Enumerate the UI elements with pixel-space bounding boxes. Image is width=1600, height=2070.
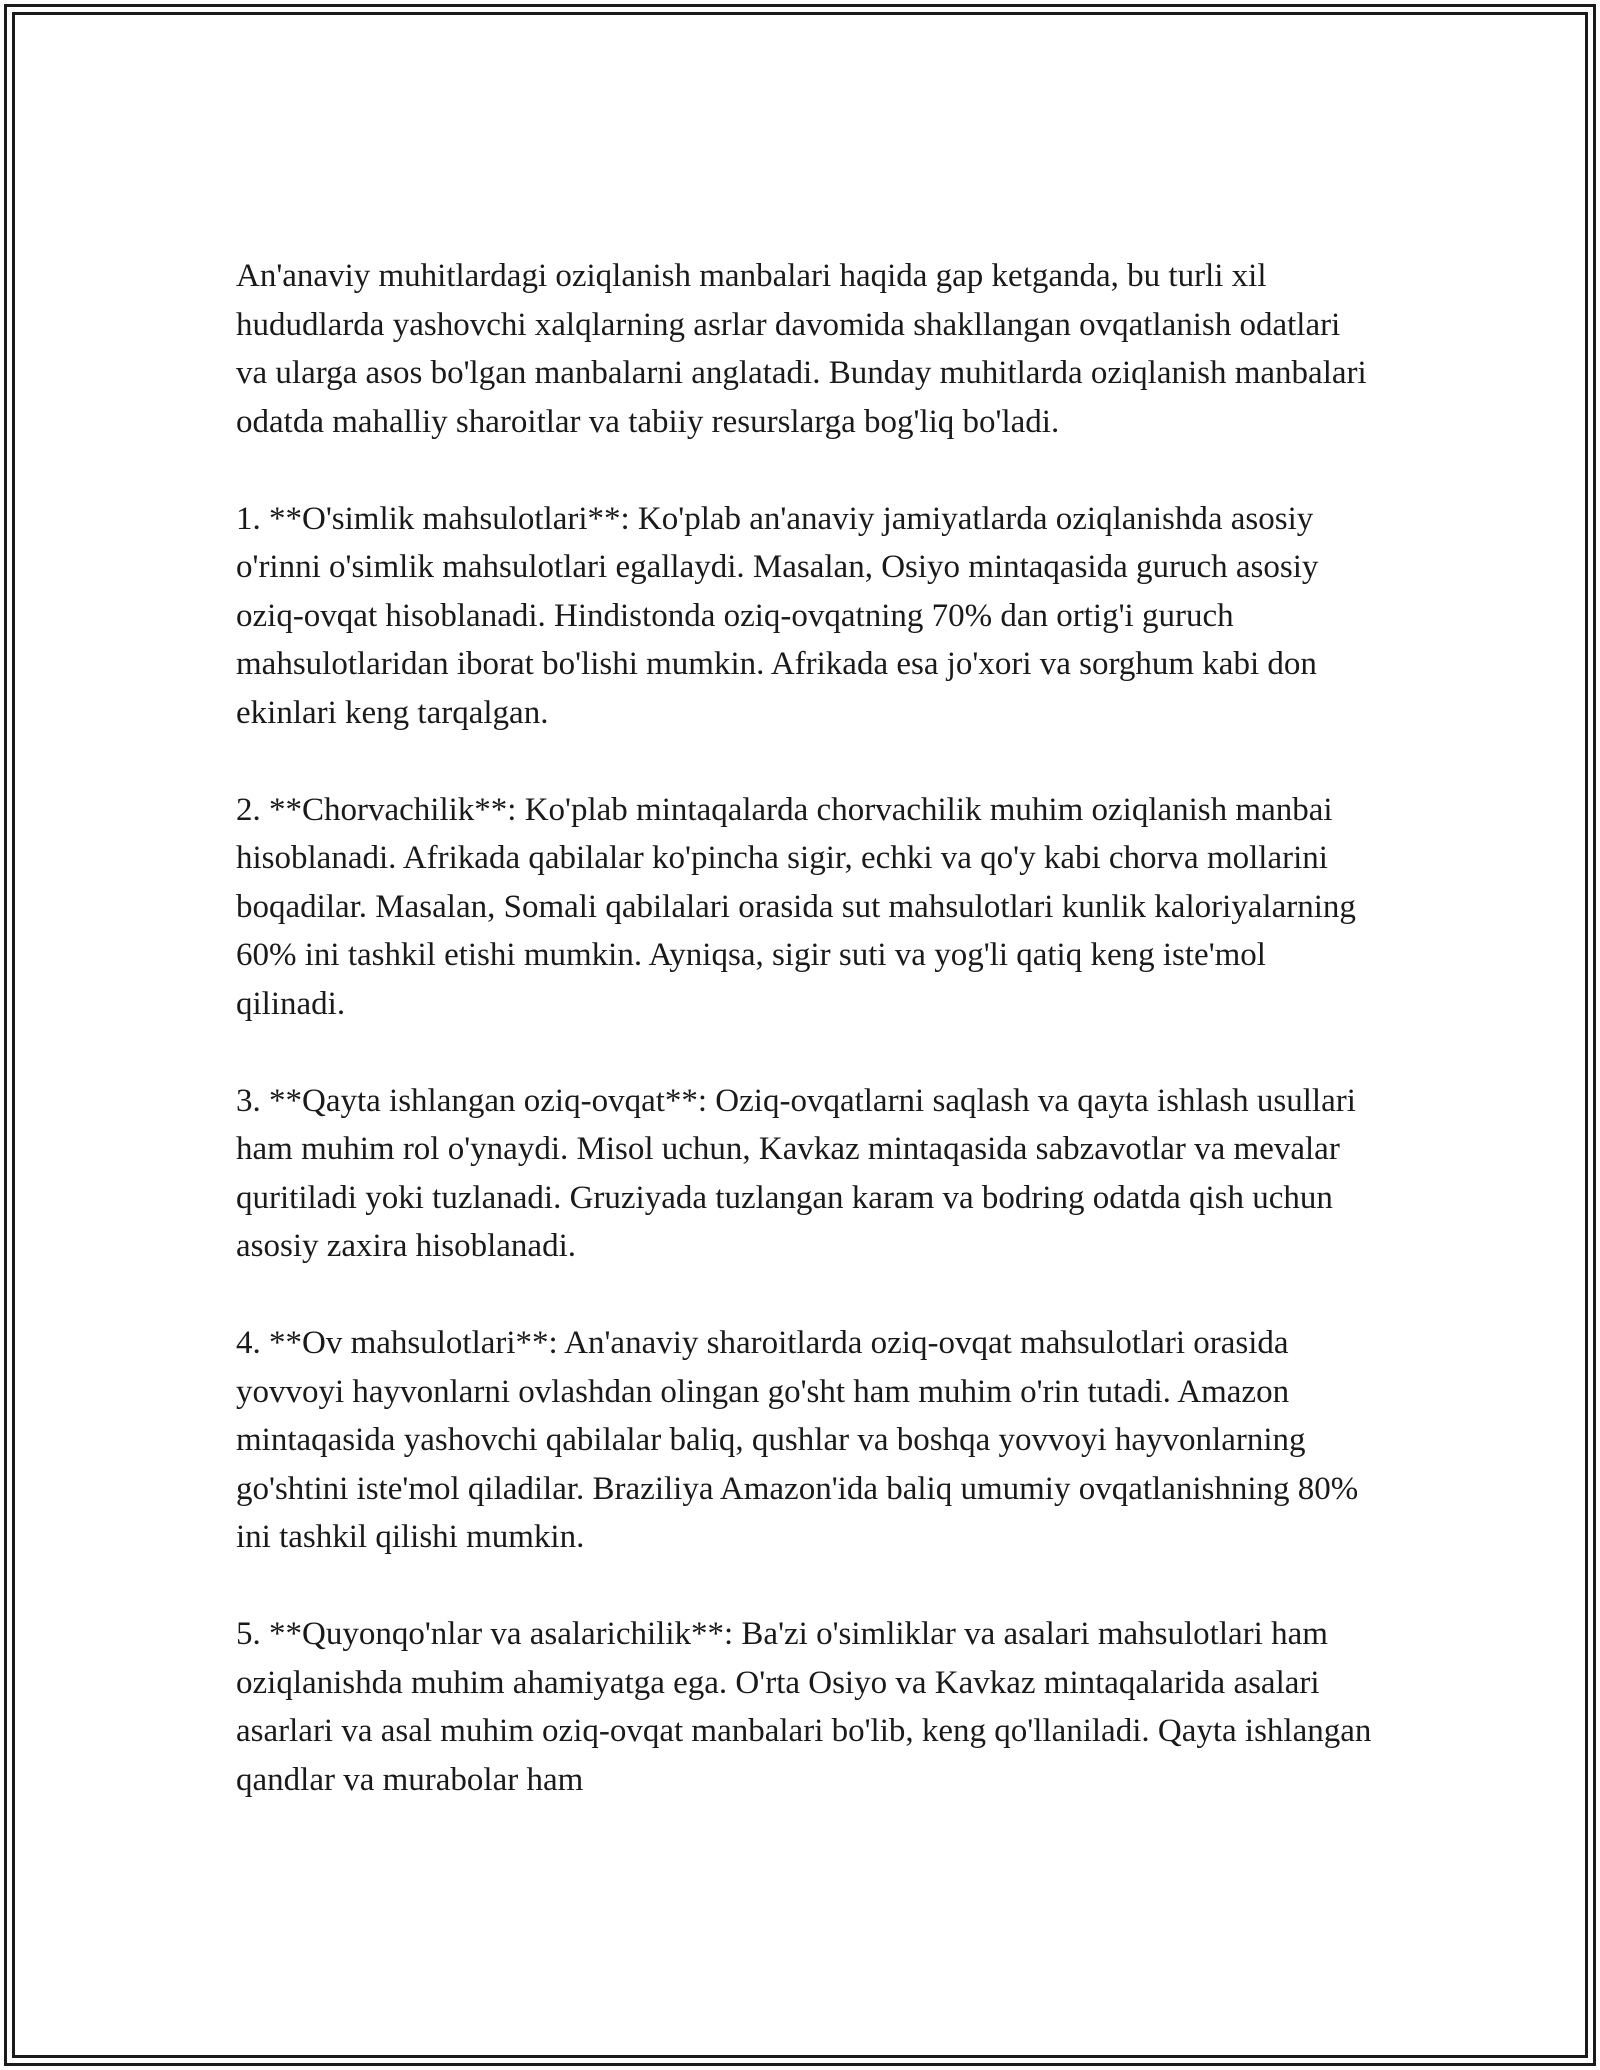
list-item-plant-products: 1. **O'simlik mahsulotlari**: Ko'plab an'anaviy jamiyatlarda oziqlanishda asosiy o'rinni o'simlik mahsulotlari egallaydi. Masalan, Osiyo mintaqasida guruch asosiy oziq-ovqat hisoblanadi. Hindistonda oziq-ovqatning 70% dan ortig'i guruch mahsulotlaridan iborat bo'lishi mumkin. Afrikada esa jo'xori va sorghum kabi don ekinlari keng tarqalgan. xyxy=(236,500,1319,731)
document-body xyxy=(236,252,1376,1804)
list-item-livestock: 2. **Chorvachilik**: Ko'plab mintaqalarda chorvachilik muhim oziqlanish manbai hisoblanadi. Afrikada qabilalar ko'pincha sigir, echki va qo'y kabi chorva mollarini boqadilar. Masalan, Somali qabilalari orasida sut mahsulotlari kunlik kaloriyalarning 60% ini tashkil etishi mumkin. Ayniqsa, sigir suti va yog'li qatiq keng iste'mol qilinadi. xyxy=(236,791,1356,1022)
intro-paragraph: An'anaviy muhitlardagi oziqlanish manbalari haqida gap ketganda, bu turli xil hududlarda yashovchi xalqlarning asrlar davomida shakllangan ovqatlanish odatlari va ularga asos bo'lgan manbalarni anglatadi. Bunday muhitlarda oziqlanish manbalari odatda mahalliy sharoitlar va tabiiy resurslarga bog'liq bo'ladi. xyxy=(236,258,1367,440)
list-item-beekeeping: 5. **Quyonqo'nlar va asalarichilik**: Ba'zi o'simliklar va asalari mahsulotlari ham oziqlanishda muhim ahamiyatga ega. O'rta Osiyo va Kavkaz mintaqalarida asalari asarlari va asal muhim oziq-ovqat manbalari bo'lib, keng qo'llaniladi. Qayta ishlangan qandlar va murabolar ham xyxy=(236,1616,1372,1798)
list-item-hunting-products: 4. **Ov mahsulotlari**: An'anaviy sharoitlarda oziq-ovqat mahsulotlari orasida yovvoyi hayvonlarni ovlashdan olingan go'sht ham muhim o'rin tutadi. Amazon mintaqasida yashovchi qabilalar baliq, qushlar va boshqa yovvoyi hayvonlarning go'shtini iste'mol qiladilar. Braziliya Amazon'ida baliq umumiy ovqatlanishning 80% ini tashkil qilishi mumkin. xyxy=(236,1325,1359,1555)
list-item-processed-food: 3. **Qayta ishlangan oziq-ovqat**: Oziq-ovqatlarni saqlash va qayta ishlash usullari ham muhim rol o'ynaydi. Misol uchun, Kavkaz mintaqasida sabzavotlar va mevalar quritiladi yoki tuzlanadi. Gruziyada tuzlangan karam va bodring odatda qish uchun asosiy zaxira hisoblanadi. xyxy=(236,1082,1356,1264)
